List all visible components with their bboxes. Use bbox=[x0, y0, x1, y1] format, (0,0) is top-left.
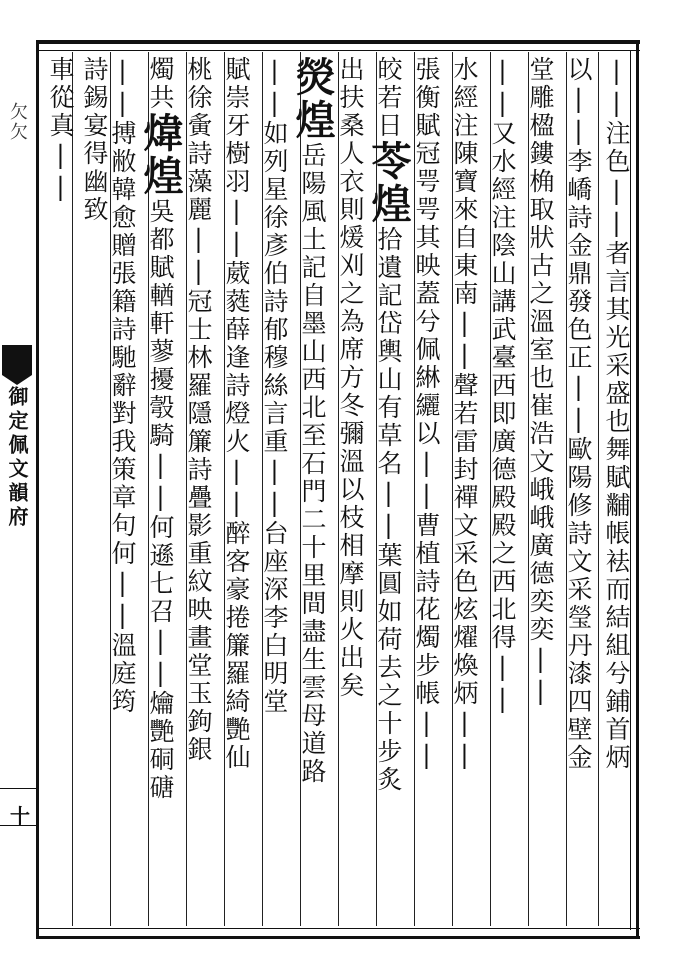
column-lead-text: 燭共 bbox=[146, 56, 175, 112]
text-column-6: 張衡賦冠咢咢其映蓋兮佩綝纚以||曹植詩花燭步帳|| bbox=[412, 56, 441, 772]
bottom-border bbox=[36, 936, 640, 939]
frame-left-border bbox=[36, 40, 39, 939]
text-column-8: 出扶桑人衣則煖刈之為席方冬彌溫以枝相摩則火出矣 bbox=[336, 56, 365, 700]
text-column-13 bbox=[137, 56, 184, 802]
book-title: 御定佩文韻府 bbox=[5, 386, 29, 530]
text-column-1: ||注色||者言其光采盛也舞賦黼帳袪而結組兮鋪首炳 bbox=[602, 56, 631, 772]
top-inner-border bbox=[36, 50, 640, 51]
frame-right-border bbox=[636, 40, 639, 939]
page-margin bbox=[0, 40, 36, 939]
fish-tail-mark bbox=[2, 345, 32, 375]
text-column-2: 以||李嶠詩金鼎發色正||歐陽修詩文采瑩丹漆四壁金 bbox=[564, 56, 593, 772]
page-number: 十 bbox=[10, 804, 30, 828]
column-body-text: 吳都賦輶軒蓼擾彀騎||何遜七召||爚艷硐磄 bbox=[146, 198, 175, 802]
text-column-9 bbox=[289, 56, 336, 786]
entry-heading: 煒煌 bbox=[137, 112, 184, 198]
text-column-3: 堂雕楹鏤桷取狀古之溫室也崔浩文峨峨廣德奕奕|| bbox=[526, 56, 555, 708]
column-body-text: 岳陽風土記自墨山西北至石門二十里間盡生雲母道路 bbox=[298, 142, 327, 786]
text-column-14: ||搏敝韓愈贈張籍詩馳辭對我策章句何||溫庭筠 bbox=[108, 56, 137, 716]
margin-marks: 欠欠 bbox=[7, 102, 28, 142]
text-column-5: 水經注陳寶來自東南||聲若雷封禪文采色炫燿煥炳|| bbox=[450, 56, 479, 772]
entry-heading: 苓煌 bbox=[365, 140, 412, 226]
top-border bbox=[36, 40, 640, 44]
text-column-11: 賦崇牙樹羽||葳蕤薛逢詩燈火||醉客豪捲簾羅綺艷仙 bbox=[222, 56, 251, 772]
column-lead-text: 皎若日 bbox=[374, 56, 403, 140]
bottom-inner-border bbox=[36, 928, 640, 929]
text-column-7 bbox=[365, 56, 412, 794]
column-body-text: 拾遺記岱輿山有草名||葉圓如荷去之十步炙 bbox=[374, 226, 403, 794]
text-column-15: 詩錫宴得幽致 bbox=[80, 56, 109, 224]
text-column-4: ||又水經注陰山講武臺西即廣德殿殿之西北得|| bbox=[488, 56, 517, 716]
text-column-12: 桃徐夤詩藻麗||冠士林羅隱簾詩疊影重紋映畫堂玉鉤銀 bbox=[184, 56, 213, 764]
entry-heading: 熒煌 bbox=[289, 56, 336, 142]
text-column-10: ||如列星徐彥伯詩郁穆絲言重||台座深李白明堂 bbox=[260, 56, 289, 716]
text-column-16: 車從真|| bbox=[46, 56, 75, 204]
